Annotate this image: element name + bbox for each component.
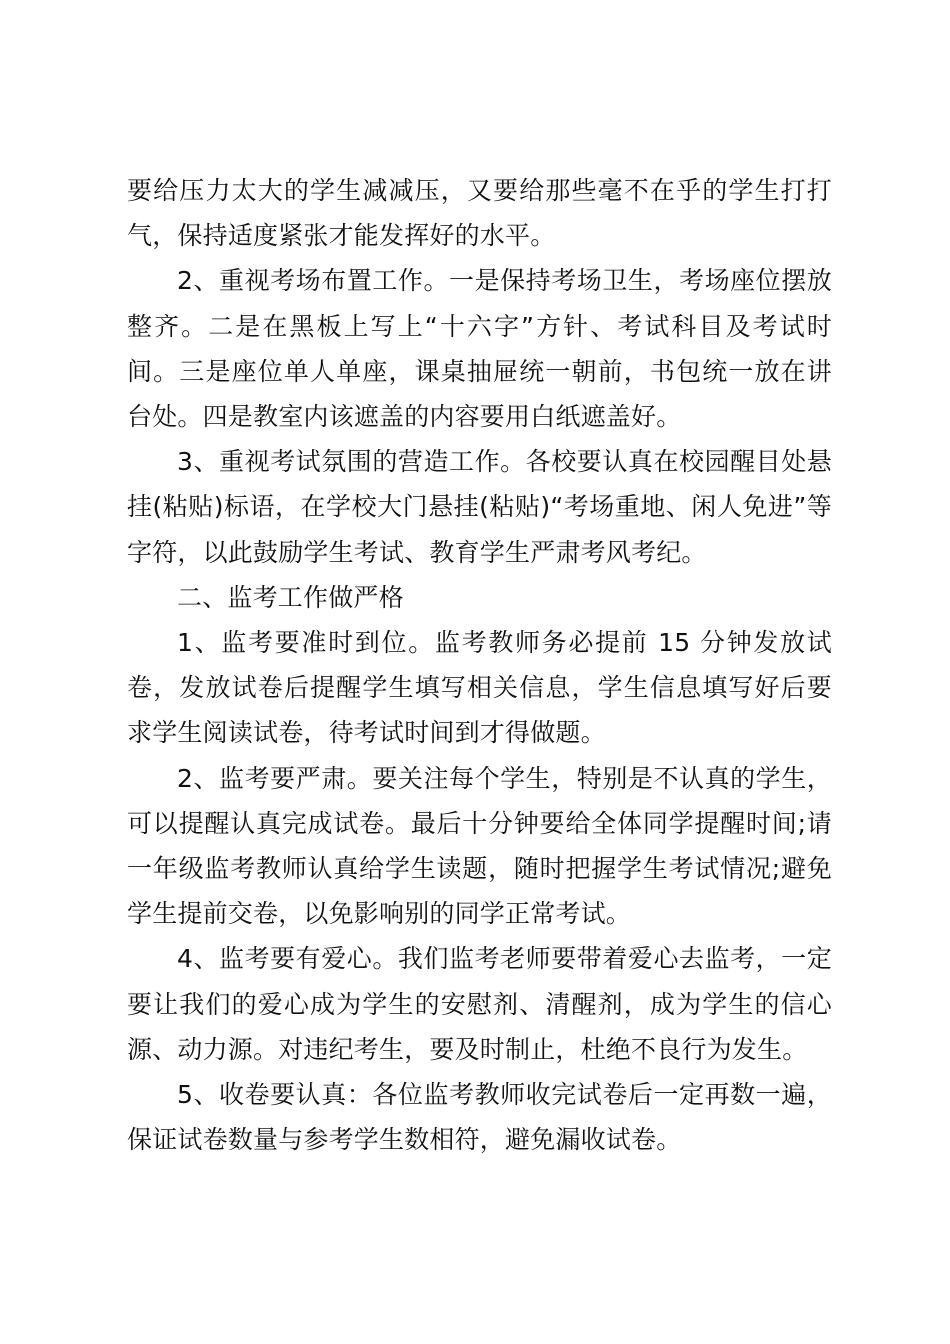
paragraph-punctuality: 1、监考要准时到位。监考教师务必提前 15 分钟发放试卷，发放试卷后提醒学生填写相关信息，学生信息填写好后要求学生阅读试卷，待考试时间到才得做题。 [127, 628, 832, 748]
paragraph-exam-atmosphere: 3、重视考试氛围的营造工作。各校要认真在校园醒目处悬挂(粘贴)标语，在学校大门悬挂(粘贴)“考场重地、闲人免进”等字符，以此鼓励学生考试、教育学生严肃考风考纪。 [127, 447, 832, 567]
paragraph-continuation: 要给压力太大的学生减减压，又要给那些毫不在乎的学生打打气，保持适度紧张才能发挥好的水平。 [127, 176, 832, 251]
paragraph-strictness: 2、监考要严肃。要关注每个学生，特别是不认真的学生，可以提醒认真完成试卷。最后十分钟要给全体同学提醒时间;请一年级监考教师认真给学生读题，随时把握学生考试情况;避免学生提前交卷，以免影响别的同学正常考试。 [127, 763, 832, 929]
paragraph-compassion: 4、监考要有爱心。我们监考老师要带着爱心去监考，一定要让我们的爱心成为学生的安慰剂、清醒剂，成为学生的信心源、动力源。对违纪考生，要及时制止，杜绝不良行为发生。 [127, 944, 832, 1064]
document-body [127, 168, 832, 1162]
paragraph-exam-room-layout: 2、重视考场布置工作。一是保持考场卫生，考场座位摆放整齐。二是在黑板上写上“十六字”方针、考试科目及考试时间。三是座位单人单座，课桌抽屉统一朝前，书包统一放在讲台处。四是教室内该遮盖的内容要用白纸遮盖好。 [127, 266, 832, 432]
paragraph-paper-collection: 5、收卷要认真：各位监考教师收完试卷后一定再数一遍，保证试卷数量与参考学生数相符，避免漏收试卷。 [127, 1080, 832, 1155]
section-heading-invigilation: 二、监考工作做严格 [177, 582, 404, 612]
